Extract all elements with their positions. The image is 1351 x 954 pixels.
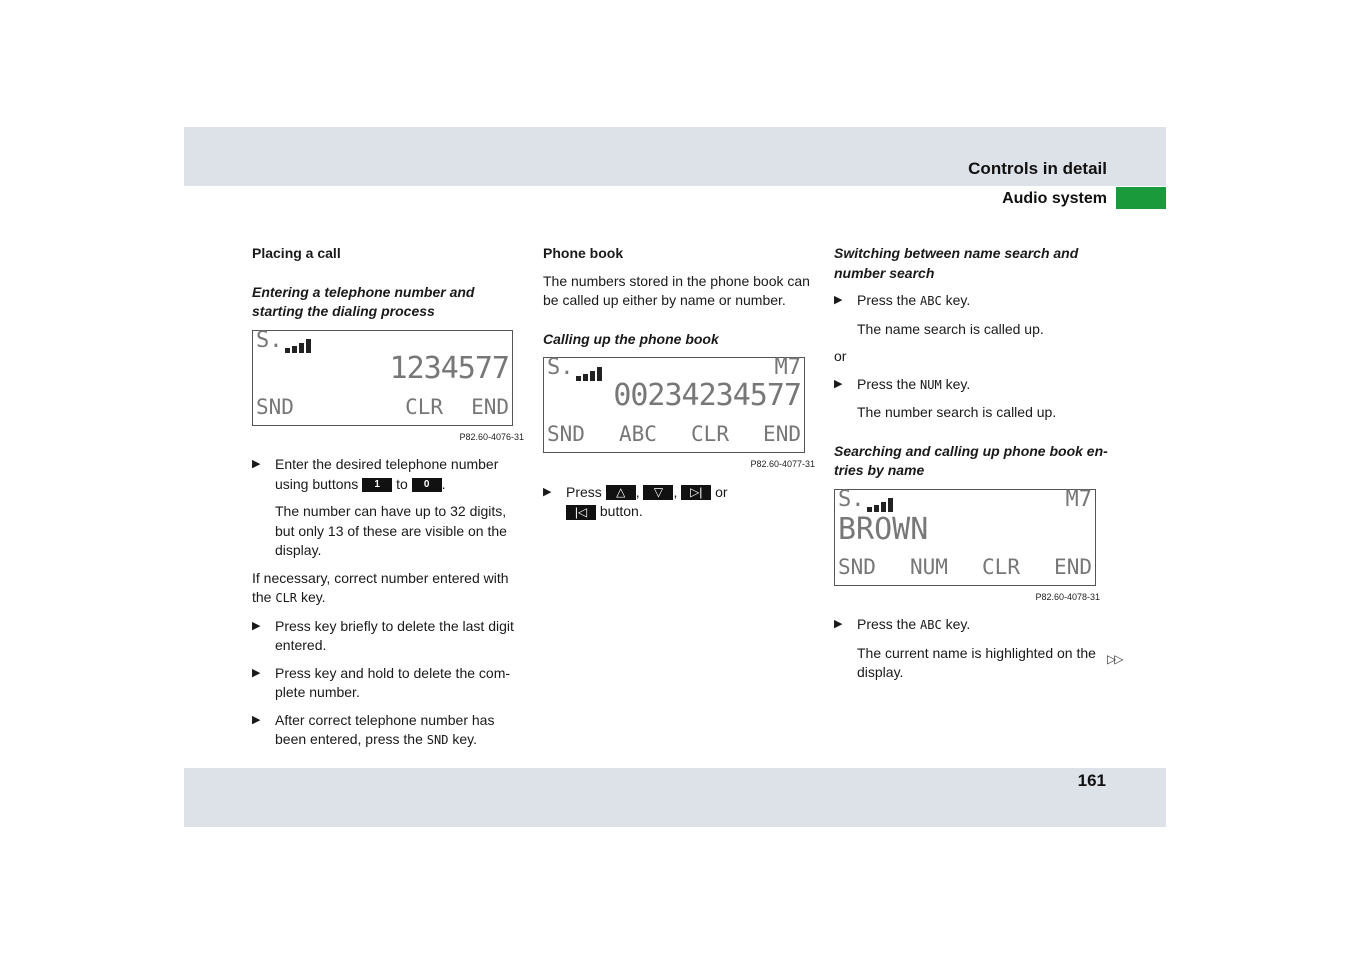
column-phone-book — [543, 244, 815, 522]
column-placing-call — [252, 244, 524, 751]
bullet-arrow-icon: ▶ — [252, 713, 261, 726]
step-delete-complete: ▶ Press key and hold to delete the com-plete number. — [252, 664, 511, 700]
softkey-clr: CLR — [691, 422, 729, 446]
step-press-nav-buttons: ▶ Press △ , ▽ , ▷| or |◁ button. — [543, 483, 728, 519]
or-text: or — [834, 348, 847, 364]
subheading-calling-phone-book: Calling up the phone book — [543, 330, 719, 347]
signal-strength-icon — [576, 361, 604, 381]
button-1-icon: 1 — [362, 478, 392, 492]
softkey-clr: CLR — [982, 554, 1020, 579]
bullet-arrow-icon: ▶ — [252, 666, 261, 679]
signal-label: S. — [838, 486, 865, 512]
step-delete-last-digit: ▶ Press key briefly to delete the last digit entered. — [252, 617, 514, 653]
up-triangle-icon: △ — [606, 485, 636, 500]
subheading-switch-search: Switching between name search and number search — [834, 245, 1079, 281]
lcd-number: 00234234577 — [613, 378, 801, 413]
signal-label: S. — [547, 355, 574, 380]
memory-indicator: M7 — [774, 355, 801, 380]
section-subtitle: Audio system — [1002, 190, 1107, 207]
lcd-display-2 — [543, 357, 805, 453]
section-title: Controls in detail — [968, 159, 1107, 178]
skip-forward-icon: ▷| — [681, 485, 711, 500]
column-search — [834, 244, 1112, 683]
bullet-arrow-icon: ▶ — [834, 294, 843, 306]
result-name-search: The name search is called up. — [857, 320, 1044, 337]
paragraph-correct-number: If necessary, correct number entered with the CLR key. — [252, 569, 509, 605]
figure-caption: P82.60-4077-31 — [750, 459, 815, 469]
key-num: NUM — [920, 377, 942, 392]
step-press-snd: ▶ After correct telephone number has been entered, press the SND key. — [252, 711, 495, 747]
display-figure-2 — [543, 357, 815, 475]
lcd-number: 1234577 — [389, 350, 509, 386]
bullet-arrow-icon: ▶ — [834, 618, 843, 630]
page-number: 161 — [1077, 771, 1106, 790]
result-number-search: The number search is called up. — [857, 404, 1057, 420]
key-clr: CLR — [275, 591, 298, 605]
step-press-abc-2: ▶ Press the ABC key. — [834, 615, 1112, 636]
softkey-clr: CLR — [405, 394, 444, 419]
bullet-arrow-icon: ▶ — [252, 619, 261, 632]
softkey-abc: ABC — [619, 422, 657, 446]
skip-back-icon: |◁ — [566, 505, 596, 520]
phone-book-intro: The numbers stored in the phone book can be called up either by name or number. — [543, 272, 810, 308]
footer-band — [184, 768, 1166, 827]
lcd-display-1 — [252, 327, 513, 426]
softkey-end: END — [763, 422, 801, 446]
step-press-num: ▶ Press the NUM key. — [834, 375, 1112, 396]
display-figure-3 — [834, 486, 1112, 608]
memory-indicator: M7 — [1065, 486, 1092, 512]
continued-icon: ▷▷ — [1107, 652, 1122, 666]
heading-placing-call: Placing a call — [252, 245, 341, 261]
bullet-arrow-icon: ▶ — [543, 485, 552, 498]
note-digits: The number can have up to 32 digits, but only 13 of these are visible on the display. — [275, 503, 507, 558]
figure-caption: P82.60-4076-31 — [459, 431, 524, 442]
down-triangle-icon: ▽ — [643, 485, 673, 500]
key-abc: ABC — [920, 294, 942, 308]
subheading-entering-number: Entering a telephone number and starting the dialing process — [252, 283, 475, 319]
heading-phone-book: Phone book — [543, 245, 624, 261]
bullet-arrow-icon: ▶ — [834, 377, 843, 390]
step-enter-number: ▶ Enter the desired telephone number using buttons 1 to 0 . — [252, 456, 499, 492]
step-press-abc: ▶ Press the ABC key. — [834, 291, 1112, 312]
display-figure-1 — [252, 327, 524, 448]
lcd-display-3 — [834, 486, 1096, 586]
subheading-search-by-name: Searching and calling up phone book en-tries by name — [834, 442, 1108, 478]
result-name-highlighted: The current name is highlighted on the display. — [857, 644, 1096, 680]
softkey-snd: SND — [256, 394, 294, 419]
section-tab-marker — [1116, 187, 1166, 209]
softkey-num: NUM — [910, 554, 948, 579]
key-abc: ABC — [920, 618, 942, 632]
softkey-snd: SND — [547, 422, 585, 446]
signal-strength-icon — [867, 493, 895, 513]
button-0-icon: 0 — [412, 478, 442, 492]
lcd-name: BROWN — [838, 511, 929, 547]
softkey-snd: SND — [838, 554, 876, 579]
bullet-arrow-icon: ▶ — [252, 458, 261, 470]
signal-label: S. — [256, 327, 283, 353]
softkey-end: END — [1054, 554, 1092, 579]
figure-caption: P82.60-4078-31 — [1035, 591, 1100, 602]
signal-strength-icon — [285, 334, 313, 354]
softkey-end: END — [471, 394, 509, 419]
key-snd: SND — [426, 733, 449, 747]
